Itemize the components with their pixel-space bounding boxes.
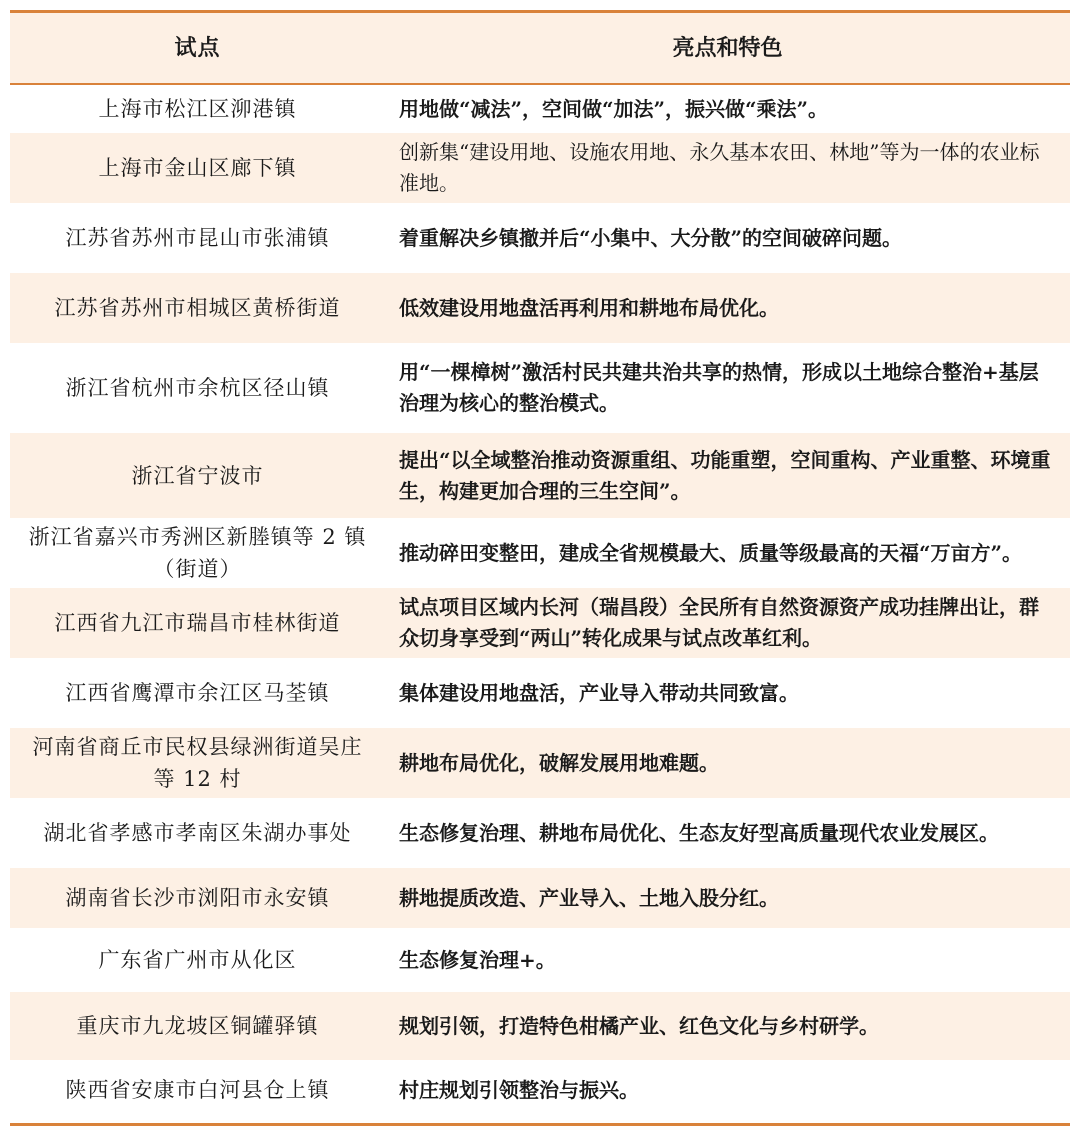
pilot-cell: 江西省九江市瑞昌市桂林街道 <box>54 611 341 635</box>
highlight-cell: 试点项目区域内长河（瑞昌段）全民所有自然资源资产成功挂牌出让，群众切身享受到“两山”转化成果与试点改革红利。 <box>399 595 1039 650</box>
highlight-cell: 集体建设用地盘活，产业导入带动共同致富。 <box>399 680 799 705</box>
table-row <box>10 992 1070 1060</box>
highlight-cell: 耕地提质改造、产业导入、土地入股分红。 <box>399 885 779 910</box>
table-row <box>10 868 1070 928</box>
highlight-cell: 村庄规划引领整治与振兴。 <box>399 1077 639 1102</box>
table-row <box>10 343 1070 433</box>
pilot-cell: 上海市金山区廊下镇 <box>98 156 297 180</box>
highlight-cell: 推动碎田变整田，建成全省规模最大、质量等级最高的天福“万亩方”。 <box>399 540 1023 565</box>
pilot-cell: 广东省广州市从化区 <box>98 948 297 972</box>
table-row <box>10 928 1070 992</box>
pilot-cell: 江西省鹰潭市余江区马荃镇 <box>65 681 330 705</box>
pilot-cell: 陕西省安康市白河县仓上镇 <box>65 1078 330 1102</box>
bottom-rule <box>10 1123 1070 1126</box>
highlight-cell: 创新集“建设用地、设施农用地、永久基本农田、林地”等为一体的农业标准地。 <box>399 140 1040 195</box>
header-highlight: 亮点和特色 <box>672 34 783 61</box>
pilot-cell: 江苏省苏州市相城区黄桥街道 <box>54 296 341 320</box>
pilot-table <box>10 10 1070 1126</box>
highlight-cell: 生态修复治理+。 <box>399 947 556 972</box>
pilot-cell: 重庆市九龙坡区铜罐驿镇 <box>76 1014 319 1038</box>
table-header <box>10 13 1070 85</box>
table-row <box>10 203 1070 273</box>
table-row <box>10 273 1070 343</box>
pilot-cell: 浙江省嘉兴市秀洲区新塍镇等 2 镇（街道） <box>28 525 367 581</box>
table-row <box>10 1060 1070 1120</box>
table-row <box>10 85 1070 133</box>
pilot-cell: 湖北省孝感市孝南区朱湖办事处 <box>43 821 352 845</box>
highlight-cell: 着重解决乡镇撤并后“小集中、大分散”的空间破碎问题。 <box>399 225 903 250</box>
highlight-cell: 生态修复治理、耕地布局优化、生态友好型高质量现代农业发展区。 <box>399 820 999 845</box>
pilot-cell: 上海市松江区泖港镇 <box>98 97 297 121</box>
pilot-cell: 浙江省宁波市 <box>131 463 264 488</box>
highlight-cell: 用地做“减法”，空间做“加法”，振兴做“乘法”。 <box>399 96 829 121</box>
header-pilot: 试点 <box>174 35 221 61</box>
pilot-cell: 浙江省杭州市余杭区径山镇 <box>65 376 330 400</box>
table-row <box>10 658 1070 728</box>
table-row <box>10 798 1070 868</box>
pilot-cell: 湖南省长沙市浏阳市永安镇 <box>65 886 330 910</box>
table-row <box>10 518 1070 588</box>
table-row <box>10 433 1070 518</box>
pilot-cell: 河南省商丘市民权县绿洲街道吴庄等 12 村 <box>32 735 363 791</box>
highlight-cell: 低效建设用地盘活再利用和耕地布局优化。 <box>399 295 779 320</box>
highlight-cell: 提出“以全域整治推动资源重组、功能重塑，空间重构、产业重整、环境重生，构建更加合理的三生空间”。 <box>399 447 1051 503</box>
highlight-cell: 规划引领，打造特色柑橘产业、红色文化与乡村研学。 <box>399 1013 879 1038</box>
pilot-cell: 江苏省苏州市昆山市张浦镇 <box>65 226 330 250</box>
highlight-cell: 耕地布局优化，破解发展用地难题。 <box>399 750 719 775</box>
table-row <box>10 133 1070 203</box>
table-row <box>10 728 1070 798</box>
highlight-cell: 用“一棵樟树”激活村民共建共治共享的热情，形成以土地综合整治+基层治理为核心的整治模式。 <box>399 360 1039 415</box>
table-row <box>10 588 1070 658</box>
